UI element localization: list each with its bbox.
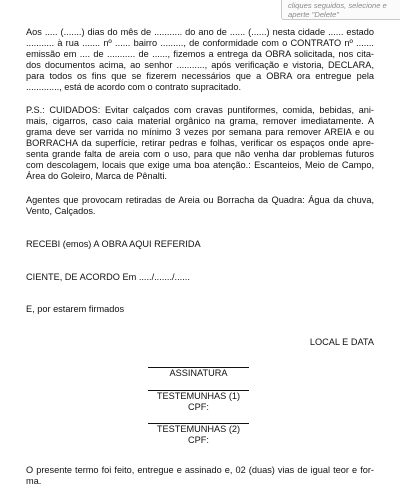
- instruction-hint-line: cliques seguidos, selecione e: [288, 1, 387, 10]
- place-and-date: LOCAL E DATA: [309, 337, 374, 347]
- text-line: Área do Goleiro, Marca de Pênalti.: [26, 171, 167, 181]
- signature-block: [148, 367, 249, 379]
- witness-2-cpf: CPF:: [188, 435, 209, 445]
- text-line: ........... à rua ....... nº ...... bairro ........., de conformidade com o CONTRATO nº .......: [26, 38, 374, 48]
- text-line: dos documentos acima, ao senhor ..........., após verificação e vistoria, DECLARA,: [26, 60, 374, 70]
- text-line: Vento, Calçados.: [26, 206, 96, 216]
- witness-1-block: [148, 390, 249, 413]
- care-instructions-paragraph: [26, 105, 374, 182]
- text-line: com descolagem, locais que exige uma boa atenção.: Escanteios, Meio de Campo,: [26, 160, 374, 170]
- witness-1-label: TESTEMUNHAS (1): [156, 391, 241, 401]
- text-line: Agentes que provocam retiradas de Areia ou Borracha da Quadra: Água da chuva,: [26, 195, 374, 205]
- signed-statement: E, por estarem firmados: [26, 304, 125, 314]
- removal-agents-paragraph: [26, 195, 374, 217]
- text-line: Aos ..... (.......) dias do mês de ........... do ano de ...... (......) nesta cidade ...... estado: [26, 27, 374, 37]
- text-line: mais, cigarros, caso caia material orgânico na grama, remover imediatamente. A: [26, 116, 374, 126]
- text-line: P.S.: CUIDADOS: Evitar calçados com cravas puntiformes, comida, bebidas, ani-: [26, 105, 374, 115]
- received-statement: RECEBI (emos) A OBRA AQUI REFERIDA: [26, 239, 201, 249]
- instruction-hint-line: aperte "Delete": [288, 10, 339, 19]
- text-line: ............., está de acordo com o contrato supracitado.: [26, 82, 241, 92]
- delivery-declaration-paragraph: [26, 27, 374, 93]
- witness-2-block: [148, 423, 249, 446]
- instruction-hint: [281, 0, 400, 20]
- witness-2-label: TESTEMUNHAS (2): [156, 424, 241, 434]
- text-line: senta grande falta de areia com o uso, para que não venha dar problemas futuros: [26, 149, 374, 159]
- text-line: emissão em .... de ........... de ......, fizemos a entrega da OBRA solicitada, nos cita-: [26, 49, 374, 59]
- text-line: para todos os fins que se fizerem necessários que a OBRA ora entregue pela: [26, 71, 374, 81]
- agreement-date-line: CIENTE, DE ACORDO Em ...../......./......: [26, 272, 190, 282]
- signature-label: ASSINATURA: [169, 368, 228, 378]
- witness-1-cpf: CPF:: [188, 402, 209, 412]
- text-line: grama deve ser varrida no mínimo 3 vezes por semana para remover AREIA e ou: [26, 127, 374, 137]
- text-line: BORRACHA da superfície, retirar pedras e folhas, verificar os espaços onde apre-: [26, 138, 374, 148]
- text-line: O presente termo foi feito, entregue e assinado e, 02 (duas) vias de igual teor e for-: [26, 465, 374, 475]
- text-line: ma.: [26, 476, 42, 486]
- closing-paragraph: [26, 465, 374, 487]
